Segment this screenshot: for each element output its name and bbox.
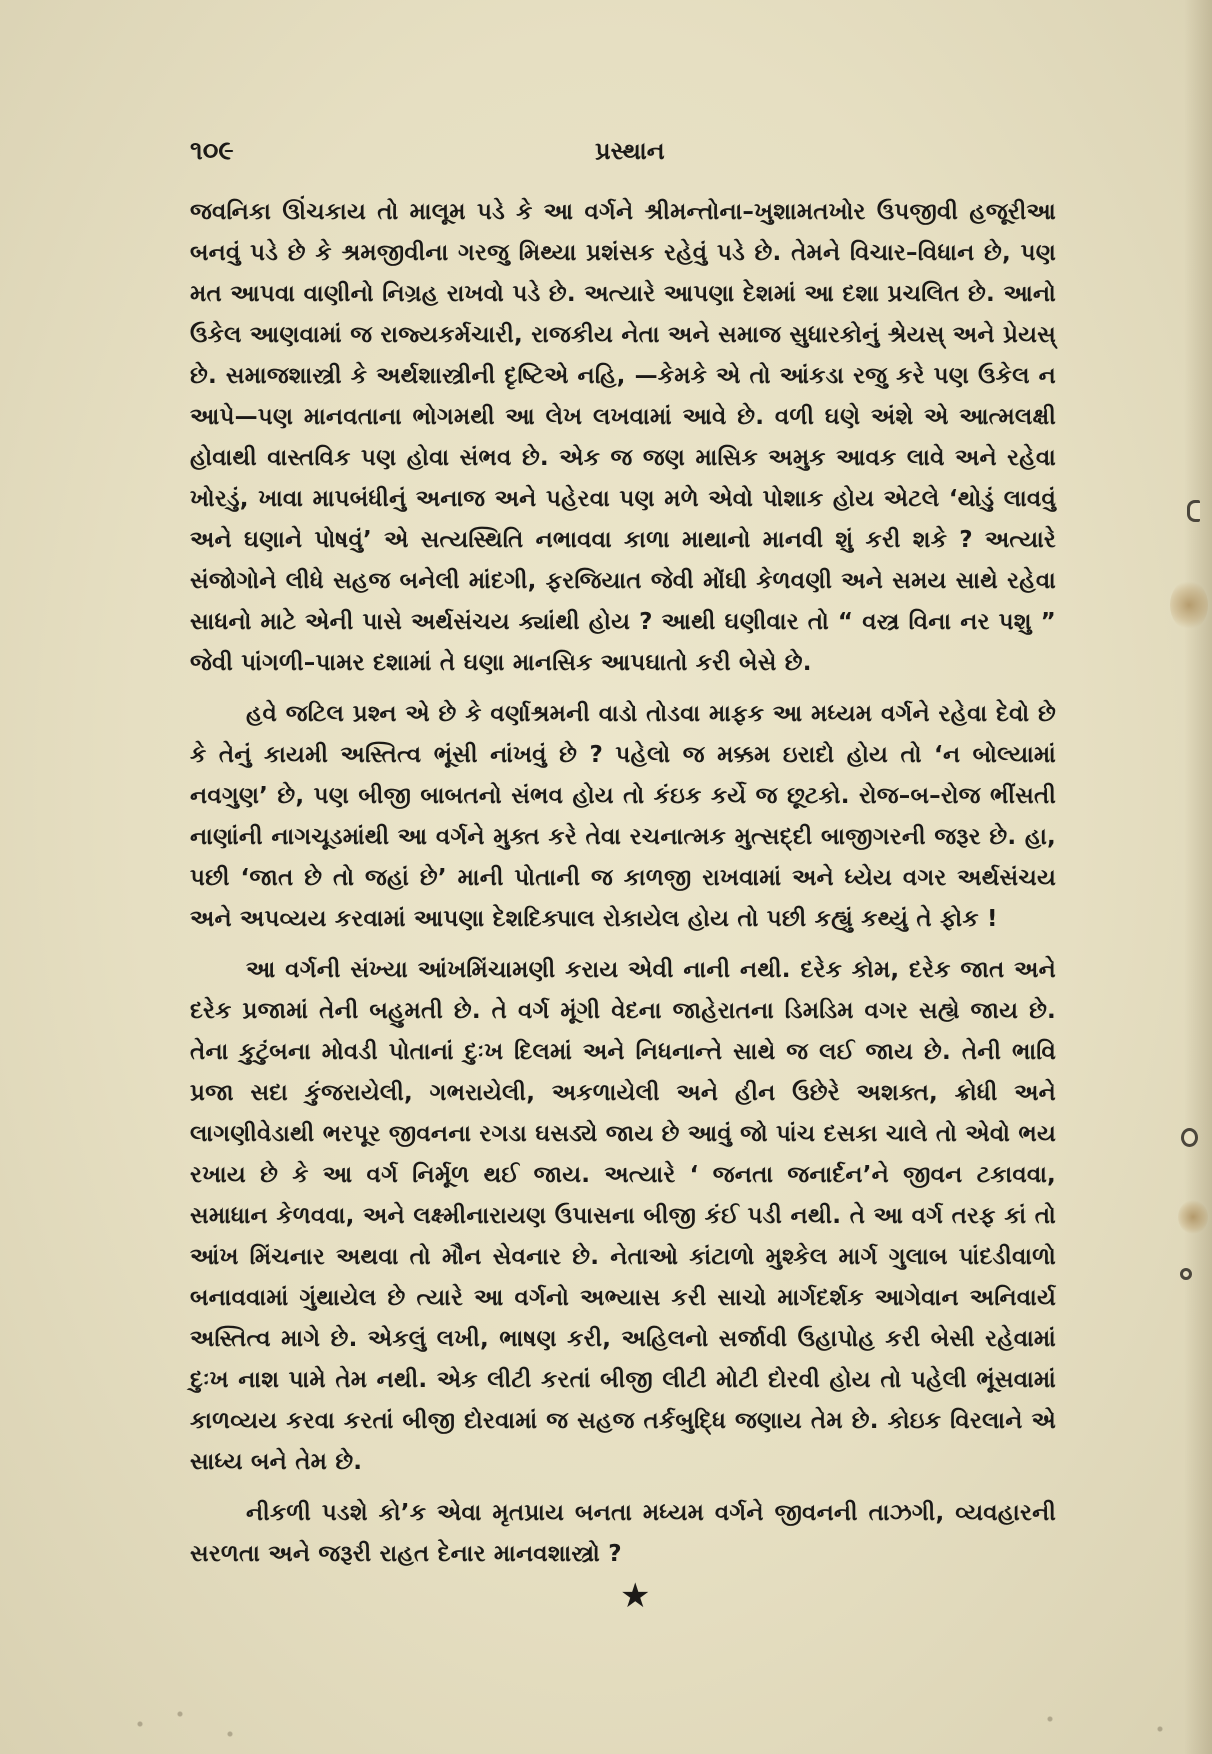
paragraph: આ વર્ગની સંખ્યા આંખમિંચામણી કરાય એવી નાની નથી. દરેક કોમ, દરેક જાત અને દરેક પ્રજામાં તેની બહુમતી છે. તે વર્ગ મૂંગી વેદના જાહેરાતના ડિમડિમ વગર સહ્યે જાય છે. તેના કુટુંબના મોવડી પોતાનાં દુઃખ દિલમાં અને નિધનાન્તે સાથે જ લઈ જાય છે. તેની ભાવિ પ્રજા સદા કુંજરાયેલી, ગભરાયેલી, અકળાયેલી અને હીન ઉછેરે અશક્ત, ક્રોધી અને લાગણીવેડાથી ભરપૂર જીવનના રગડા ઘસડ્યે જાય છે આવું જો પાંચ દસકા ચાલે તો એવો ભય રખાય છે કે આ વર્ગ નિર્મૂળ થઈ જાય. અત્યારે ‘ જનતા જનાર્દન’ને જીવન ટકાવવા, સમાધાન કેળવવા, અને લક્ષ્મીનારાયણ ઉપાસના બીજી કંઈ પડી નથી. તે આ વર્ગ તરફ કાં તો આંખ મિંચનાર અથવા તો મૌન સેવનાર છે. નેતાઓ કાંટાળો મુશ્કેલ માર્ગ ગુલાબ પાંદડીવાળો બનાવવામાં ગુંથાયેલ છે ત્યારે આ વર્ગનો અભ્યાસ કરી સાચો માર્ગદર્શક આગેવાન અનિવાર્ય અસ્તિત્વ માગે છે. એકલું લખી, ભાષણ કરી, અહિલનો સર્જાવી ઉહાપોહ કરી બેસી રહેવામાં દુઃખ નાશ પામે તેમ નથી. એક લીટી કરતાં બીજી લીટી મોટી દોરવી હોય તો પહેલી ભૂંસવામાં કાળવ્યય કરવા કરતાં બીજી દોરવામાં જ સહજ તર્કબુદ્ધિ જણાય તેમ છે. કોઇક વિરલાને એ સાધ્ય બને તેમ છે.	[190, 957, 1056, 1475]
paper-specks	[0, 1684, 1212, 1754]
running-head: પ્રસ્થાન	[595, 136, 665, 165]
binding-hole	[1187, 500, 1200, 522]
page-edge-shade	[1184, 0, 1212, 1754]
page-number: ૧૦૯	[190, 136, 234, 166]
paper-stain	[1178, 1200, 1208, 1234]
article-body	[190, 192, 1056, 1575]
page-header	[190, 136, 1050, 176]
paragraph: હવે જટિલ પ્રશ્ન એ છે કે વર્ણાશ્રમની વાડો તોડવા માફક આ મધ્યમ વર્ગને રહેવા દેવો છે કે તેનું કાયમી અસ્તિત્વ ભૂંસી નાંખવું છે ? પહેલો જ મક્કમ ઇરાદો હોય તો ‘ન બોલ્યામાં નવગુણ’ છે, પણ બીજી બાબતનો સંભવ હોય તો કંઇક કર્યે જ છૂટકો. રોજ–બ–રોજ ભીંસતી નાણાંની નાગચૂડમાંથી આ વર્ગને મુક્ત કરે તેવા રચનાત્મક મુત્સદ્દી બાજીગરની જરૂર છે. હા, પછી ‘જાત છે તો જહાં છે’ માની પોતાની જ કાળજી રાખવામાં અને ધ્યેય વગર અર્થસંચય અને અપવ્યય કરવામાં આપણા દેશદિક્પાલ રોકાયેલ હોય તો પછી કહ્યું કથ્યું તે ફોક !	[190, 701, 1056, 932]
binding-hole	[1180, 1268, 1192, 1280]
paragraph: નીકળી પડશે કો’ક એવા મૃતપ્રાય બનતા મધ્યમ વર્ગને જીવનની તાઝગી, વ્યવહારની સરળતા અને જરૂરી રાહત દેનાર માનવશાસ્ત્રો ?	[190, 1500, 1056, 1567]
binding-hole	[1181, 1128, 1198, 1147]
end-star-icon: ★	[620, 1576, 651, 1616]
paper-stain	[1170, 580, 1208, 630]
paragraph: જવનિકા ઊંચકાય તો માલૂમ પડે કે આ વર્ગને શ્રીમન્તોના–ખુશામતખોર ઉપજીવી હજૂરીઆ બનવું પડે છે કે શ્રમજીવીના ગરજુ મિથ્યા પ્રશંસક રહેવું પડે છે. તેમને વિચાર–વિધાન છે, પણ મત આપવા વાણીનો નિગ્રહ રાખવો પડે છે. અત્યારે આપણા દેશમાં આ દશા પ્રચલિત છે. આનો ઉકેલ આણવામાં જ રાજ્યકર્મચારી, રાજકીય નેતા અને સમાજ સુધારકોનું શ્રેયસ્ અને પ્રેયસ્ છે. સમાજશાસ્ત્રી કે અર્થશાસ્ત્રીની દૃષ્ટિએ નહિ, —કેમકે એ તો આંકડા રજુ કરે પણ ઉકેલ ન આપે—પણ માનવતાના ભોગમથી આ લેખ લખવામાં આવે છે. વળી ઘણે અંશે એ આત્મલક્ષી હોવાથી વાસ્તવિક પણ હોવા સંભવ છે. એક જ જણ માસિક અમુક આવક લાવે અને રહેવા ખોરડું, ખાવા માપબંધીનું અનાજ અને પહેરવા પણ મળે એવો પોશાક હોય એટલે ‘થોડું લાવવું અને ઘણાને પોષવું’ એ સત્યસ્થિતિ નભાવવા કાળા માથાનો માનવી શું કરી શકે ? અત્યારે સંજોગોને લીધે સહજ બનેલી માંદગી, ફરજિયાત જેવી મોંઘી કેળવણી અને સમય સાથે રહેવા સાધનો માટે એની પાસે અર્થસંચય ક્યાંથી હોય ? આથી ઘણીવાર તો “ વસ્ત્ર વિના નર પશુ ” જેવી પાંગળી–પામર દશામાં તે ઘણા માનસિક આપઘાતો કરી બેસે છે.	[190, 199, 1056, 676]
